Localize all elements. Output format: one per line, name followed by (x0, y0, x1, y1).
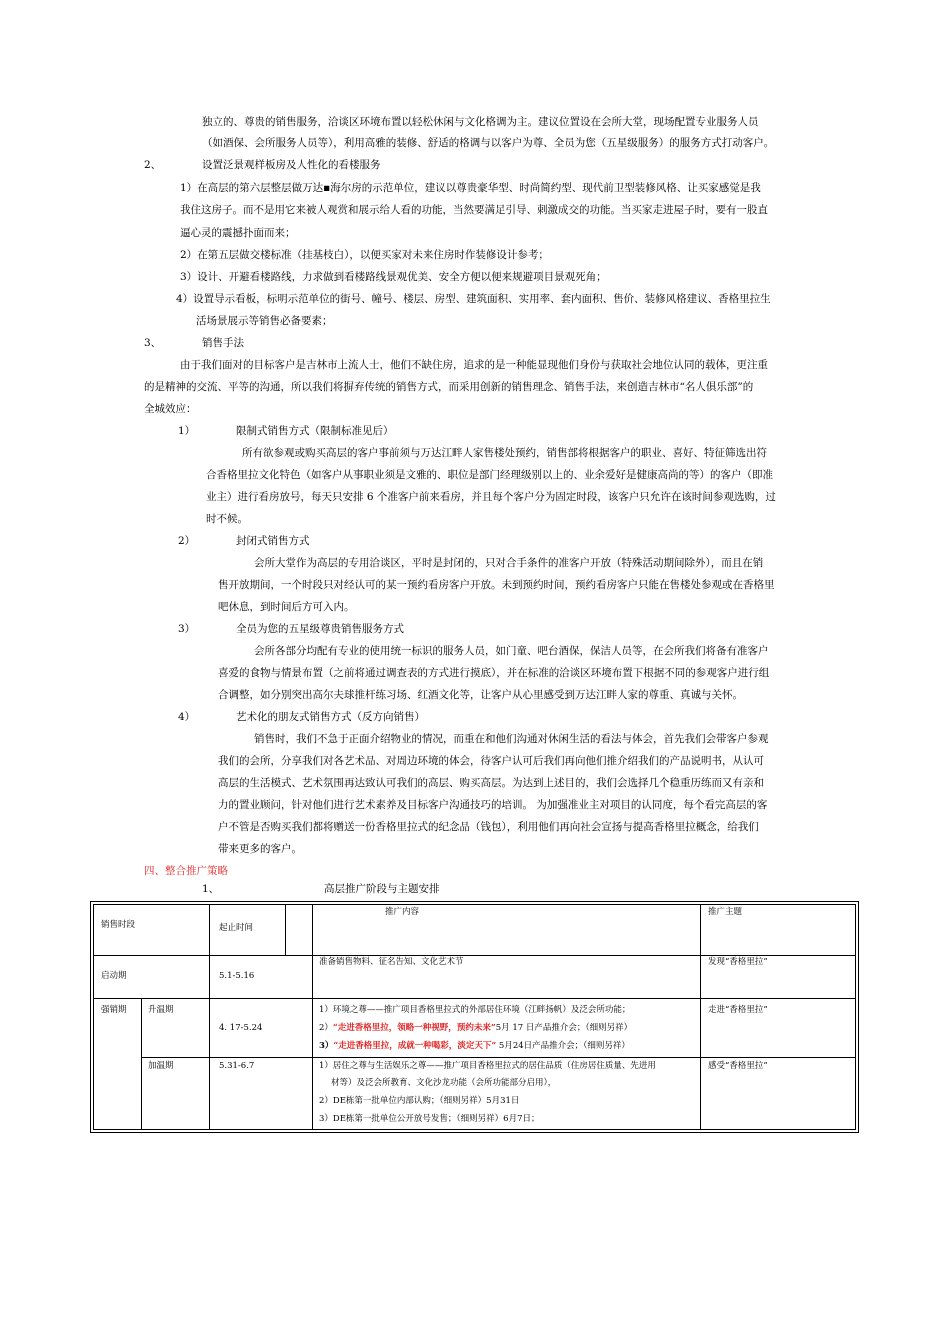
row-content (319, 1040, 630, 1052)
subsection-title: 高层推广阶段与主题安排 (324, 883, 440, 895)
table-rule (285, 905, 286, 955)
paragraph-line: 会所各部分均配有专业的使用统一标识的服务人员，如门童、吧台酒保，保洁人员等，在会所我们将备有准客户 (254, 645, 769, 657)
row-content: 1）居住之尊与生活娱乐之尊——推广项目香格里拉式的居住品质（住房居住质量、先进用 (319, 1061, 656, 1071)
paragraph-line: 业主）进行看房放号，每天只安排 6 个准客户前来看房，并且每个客户分为固定时段，该客户只允许在该时间参观选购，过 (206, 491, 776, 503)
paragraph-line: 由于我们面对的目标客户是吉林市上流人士，他们不缺住房，追求的是一种能显现他们身份与获取社会地位认同的载体，更注重 (180, 359, 768, 371)
list-item-line: 逼心灵的震撼扑面而来； (180, 227, 296, 239)
header-theme: 推广主题 (708, 907, 743, 917)
paragraph-line: （如酒保、会所服务人员等），利用高雅的装修、舒适的格调与以客户为尊、全员为您（五星级服务）的服务方式打动客户。 (202, 137, 775, 149)
paragraph-line: 我们的会所，分享我们对各艺术品、对周边环境的体会，待客户认可后我们再向他们推介绍我们的产品说明书，从认可 (218, 755, 764, 767)
method-2-title: 封闭式销售方式 (236, 535, 310, 547)
paragraph-line: 力的置业顾问，针对他们进行艺术素养及目标客户沟通技巧的培训。 为加强准业主对项目的认同度，每个看完高层的客 (218, 799, 768, 811)
row-content: 1）环境之尊——推广项目香格里拉式的外部居住环境（江畔扬帆）及泛会所功能； (319, 1005, 631, 1015)
row-content (319, 1022, 632, 1034)
row-stage: 升温期 (148, 1005, 174, 1015)
table-rule (312, 905, 313, 1129)
row-theme: 走进“香格里拉” (708, 1005, 768, 1015)
row-content: 2）DE栋第一批单位内部认购；（细则另祥）5月31日 (319, 1096, 520, 1106)
row-content: 3）DE栋第一批单位公开放号发售；（细则另祥）6月7日； (319, 1114, 540, 1124)
method-2-number: 2） (178, 535, 196, 547)
table-rule (141, 1057, 855, 1058)
event-slogan: “走进香格里拉，成就一种喝彩，淡定天下” (333, 1041, 497, 1051)
paragraph-line: 销售时，我们不急于正面介绍物业的情况，而重在和他们沟通对休闲生活的看法与体会，首先我们会带客户参观 (254, 733, 769, 745)
section-4-heading: 四、整合推广策略 (144, 865, 228, 877)
paragraph-line: 独立的、尊贵的销售服务，洽谈区环境布置以轻松休闲与文化格调为主。建议位置设在会所大堂，现场配置专业服务人员 (202, 116, 759, 128)
table-rule (209, 955, 210, 1129)
list-item-line: 1）在高层的第六层整层做万达▪海尔房的示范单位，建议以尊贵豪华型、时尚简约型、现代前卫型装修风格、让买家感觉是我 (180, 182, 761, 194)
paragraph-line: 户不管是否购买我们都将赠送一份香格里拉式的纪念品（钱包），利用他们再向社会宣扬与提高香格里拉概念，给我们 (218, 821, 759, 833)
row-group-label: 强销期 (101, 1005, 127, 1015)
header-content: 推广内容 (385, 907, 420, 917)
paragraph-line: 时不候。 (206, 513, 248, 525)
row-time: 4. 17-5.24 (219, 1023, 263, 1033)
method-4-number: 4） (178, 711, 196, 723)
event-detail: 5月 17 日产品推介会；（细则另祥） (495, 1023, 633, 1033)
paragraph-line: 会所大堂作为高层的专用洽谈区，平时是封闭的，只对合手条件的准客户开放（特殊活动期间除外），而且在销 (254, 557, 764, 569)
paragraph-line: 吧休息，到时间后方可入内。 (218, 601, 355, 613)
section-3-title: 销售手法 (202, 337, 244, 349)
method-3-title: 全员为您的五星级尊贵销售服务方式 (236, 623, 404, 635)
promotion-schedule-table (90, 901, 859, 1133)
list-item-line: 2）在第五层做交楼标准（挂基枝白），以便买家对未来住房时作装修设计参考； (180, 249, 549, 261)
row-content: 准备销售物料、征名告知、文化艺术节 (319, 957, 464, 967)
table-rule (209, 905, 210, 958)
paragraph-line: 的是精神的交流、平等的沟通，所以我们将摒弃传统的销售方式，而采用创新的销售理念、销售手法，来创造吉林市“名人俱乐部”的 (144, 381, 754, 393)
section-3-number: 3、 (144, 337, 162, 349)
paragraph-line: 全城效应： (144, 403, 197, 415)
row-time: 5.1-5.16 (219, 971, 255, 981)
method-1-title: 限制式销售方式（限制标准见后） (236, 425, 394, 437)
list-item-line: 3）设计、开避看楼路线，力求做到看楼路线景观优美、安全方便以便来规避项目景观死角； (180, 271, 607, 283)
event-slogan: “走进香格里拉，领略一种视野，预约未来” (332, 1023, 496, 1033)
section-2-title: 设置泛景观样板房及人性化的看楼服务 (202, 159, 381, 171)
header-time: 起止时间 (219, 923, 254, 933)
paragraph-line: 售开放期间，一个时段只对经认可的某一预约看房客户开放。未到预约时间，预约看房客户只能在售楼处参观或在香格里 (218, 579, 775, 591)
header-stage: 销售时段 (101, 920, 136, 930)
paragraph-line: 合香格里拉文化特色（如客户从事职业须是文雅的、职位是部门经理级别以上的、业余爱好是健康高尚的等）的客户（即准 (206, 469, 773, 481)
row-time: 5.31-6.7 (219, 1061, 255, 1071)
paragraph-line: 所有欲参观或购买高层的客户事前须与万达江畔人家售楼处预约，销售部将根据客户的职业、喜好、特征筛选出符 (242, 447, 767, 459)
row-theme: 感受“香格里拉” (708, 1061, 768, 1071)
table-rule (141, 998, 142, 1129)
row-stage: 加温期 (148, 1061, 174, 1071)
row-theme: 发现“香格里拉” (708, 957, 768, 967)
event-detail: 5月24日产品推介会；（细则另祥） (496, 1041, 630, 1051)
paragraph-line: 合调整，如分别突出高尔夫球推杆练习场、红酒文化等，让客户从心里感受到万达江畔人家的尊重、真诚与关怀。 (218, 689, 743, 701)
list-item-line: 活场景展示等销售必备要素； (196, 315, 333, 327)
section-2-number: 2、 (144, 159, 162, 171)
row-content: 材等）及泛会所教育、文化沙龙功能（会所功能部分启用）， (331, 1078, 557, 1088)
method-1-number: 1） (178, 425, 196, 437)
item-number: 2） (319, 1023, 333, 1033)
table-rule (700, 905, 701, 1129)
method-3-number: 3） (178, 623, 196, 635)
paragraph-line: 带来更多的客户。 (218, 843, 302, 855)
row-stage: 启动期 (101, 971, 127, 981)
subsection-number: 1、 (202, 883, 220, 895)
item-number: 3） (319, 1041, 334, 1051)
list-item-line: 我住这房子。而不是用它来被人观赏和展示给人看的功能，当然要满足引导、刺激成交的功能。当买家走进屋子时，要有一股直 (180, 204, 768, 216)
paragraph-line: 喜爱的食物与情景布置（之前将通过调查表的方式进行摸底），并在标准的洽谈区环境布置下根据不同的参观客户进行组 (218, 667, 770, 679)
paragraph-line: 高层的生活模式、艺术氛围再达致认可我们的高层、购买高层。为达到上述目的，我们会选择几个稳重历练而又有亲和 (218, 777, 764, 789)
method-4-title: 艺术化的朋友式销售方式（反方向销售） (236, 711, 425, 723)
list-item-line: 4）设置导示看板，标明示范单位的街号、幢号、楼层、房型、建筑面积、实用率、套内面积、售价、装修风格建议、香格里拉生 (176, 293, 771, 305)
